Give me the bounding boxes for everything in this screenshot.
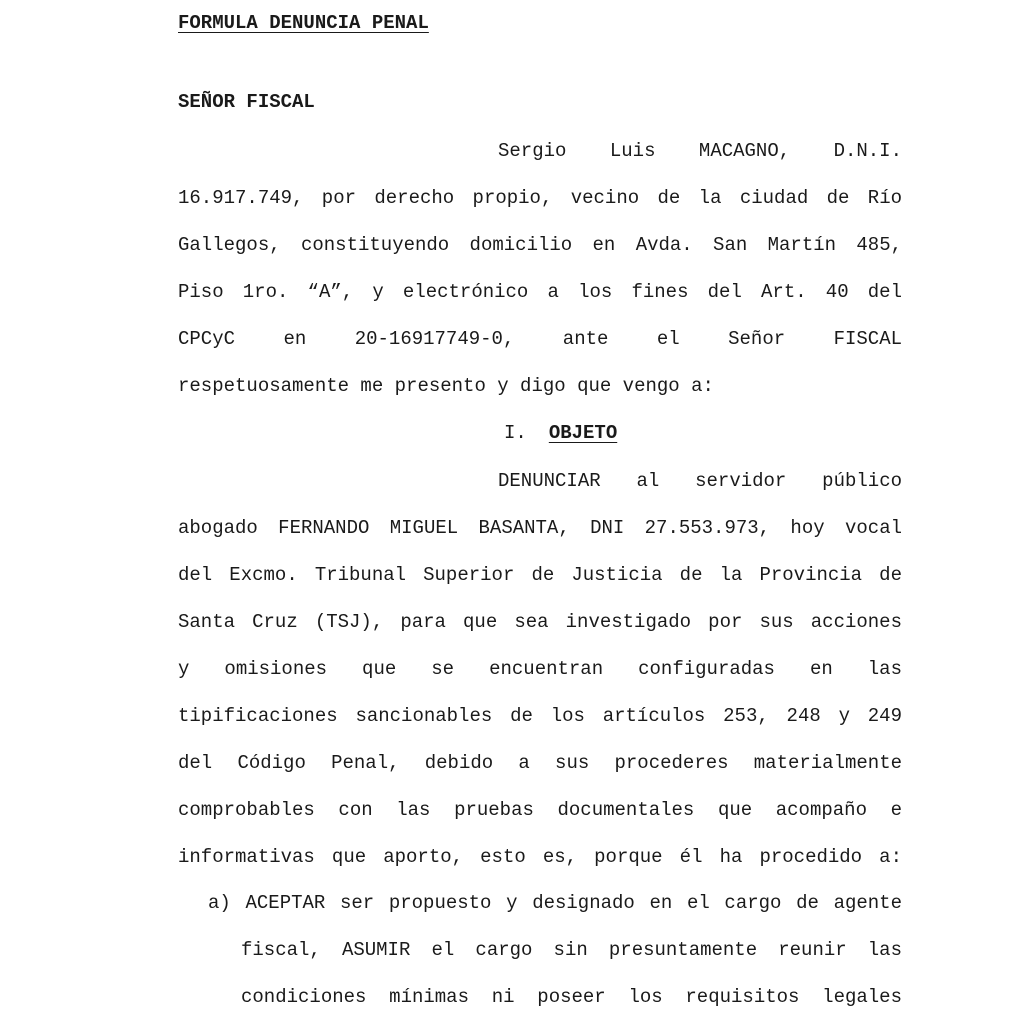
object-line: informativas que aporto, esto es, porque él ha procedido a: — [178, 846, 902, 868]
list-item-a — [208, 880, 902, 1021]
object-line: y omisiones que se encuentran configuradas en las — [178, 658, 902, 680]
object-line: DENUNCIAR al servidor público — [498, 470, 902, 492]
intro-line: CPCyC en 20-16917749-0, ante el Señor FISCAL — [178, 328, 902, 350]
list-marker: a) — [208, 892, 231, 914]
object-line: del Código Penal, debido a sus procederes materialmente — [178, 752, 902, 774]
intro-line: Piso 1ro. “A”, y electrónico a los fines del Art. 40 del — [178, 281, 902, 303]
list-item-line: fiscal, ASUMIR el cargo sin presuntamente reunir las — [241, 939, 902, 961]
section-number: I. — [504, 422, 527, 444]
intro-line: Sergio Luis MACAGNO, D.N.I. — [498, 140, 902, 162]
list-text: ACEPTAR ser propuesto y designado en el cargo de agente — [245, 892, 902, 914]
section-title: OBJETO — [548, 422, 618, 444]
addressee-heading: SEÑOR FISCAL — [178, 91, 315, 113]
list-item-line: condiciones mínimas ni poseer los requisitos legales — [241, 986, 902, 1008]
intro-paragraph — [178, 128, 902, 410]
intro-line: respetuosamente me presento y digo que vengo a: — [178, 375, 714, 397]
object-line: Santa Cruz (TSJ), para que sea investigado por sus acciones — [178, 611, 902, 633]
list-item-first-line — [208, 880, 902, 927]
object-line: tipificaciones sancionables de los artículos 253, 248 y 249 — [178, 705, 902, 727]
intro-line: 16.917.749, por derecho propio, vecino de la ciudad de Río — [178, 187, 902, 209]
section-heading — [504, 422, 617, 444]
intro-line: Gallegos, constituyendo domicilio en Avda. San Martín 485, — [178, 234, 902, 256]
document-title: FORMULA DENUNCIA PENAL — [178, 12, 429, 34]
object-line: abogado FERNANDO MIGUEL BASANTA, DNI 27.553.973, hoy vocal — [178, 517, 902, 539]
object-line: del Excmo. Tribunal Superior de Justicia de la Provincia de — [178, 564, 902, 586]
object-line: comprobables con las pruebas documentales que acompaño e — [178, 799, 902, 821]
object-paragraph — [178, 458, 902, 881]
